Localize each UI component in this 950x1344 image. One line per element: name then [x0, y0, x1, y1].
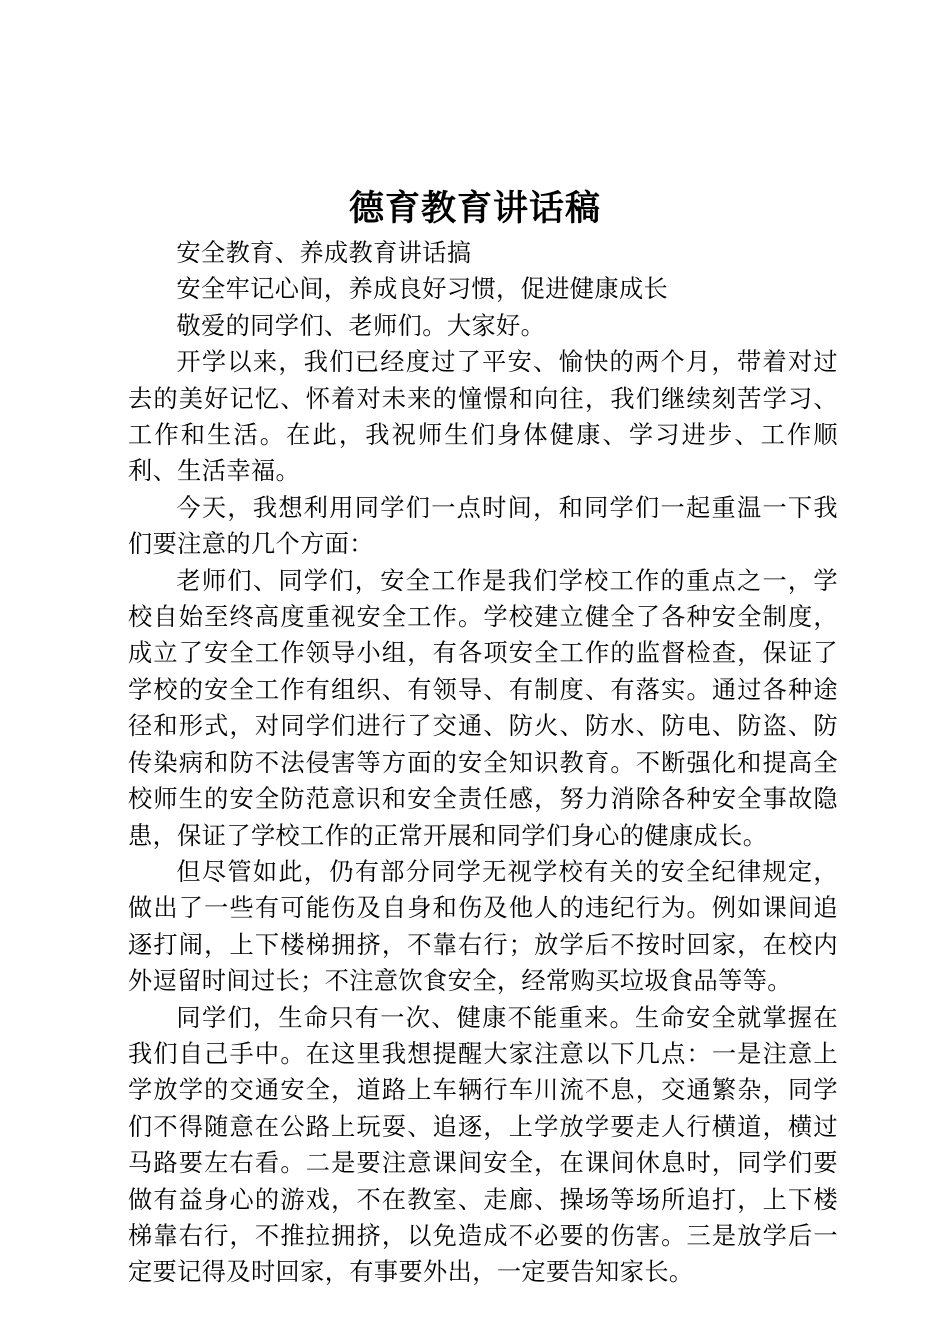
greeting-paragraph: 敬爱的同学们、老师们。大家好。: [176, 311, 546, 340]
body-paragraph: 老师们、同学们，安全工作是我们学校工作的重点之一，学校自始至终高度重视安全工作。学校建立健全了各种安全制度，成立了安全工作领导小组，有各项安全工作的监督检查，保证了学校的安全工作有组织、有领导、有制度、有落实。通过各种途径和形式，对同学们进行了交通、防火、防水、防电、防盗、防传染病和防不法侵害等方面的安全知识教育。不断强化和提高全校师生的安全防范意识和安全责任感，努力消除各种安全事故隐患，保证了学校工作的正常开展和同学们身心的健康成长。: [128, 566, 838, 850]
document-body: [128, 235, 838, 1291]
subtitle-paragraph: 安全教育、养成教育讲话搞: [176, 239, 472, 267]
body-paragraph: 今天，我想利用同学们一点时间，和同学们一起重温一下我们要注意的几个方面：: [128, 493, 838, 559]
body-paragraph: 但尽管如此，仍有部分同学无视学校有关的安全纪律规定，做出了一些有可能伤及自身和伤及他人的违纪行为。例如课间追逐打闹，上下楼梯拥挤，不靠右行；放学后不按时回家，在校内外逗留时间过长；不注意饮食安全，经常购买垃圾食品等等。: [128, 857, 838, 996]
slogan-paragraph: 安全牢记心间，养成良好习惯，促进健康成长: [176, 275, 669, 304]
body-paragraph: 同学们，生命只有一次、健康不能重来。生命安全就掌握在我们自己手中。在这里我想提醒大家注意以下几点：一是注意上学放学的交通安全，道路上车辆行车川流不息，交通繁杂，同学们不得随意在公路上玩耍、追逐，上学放学要走人行横道，横过马路要左右看。二是要注意课间安全，在课间休息时，同学们要做有益身心的游戏，不在教室、走廊、操场等场所追打，上下楼梯靠右行，不推拉拥挤，以免造成不必要的伤害。三是放学后一定要记得及时回家，有事要外出，一定要告知家长。: [128, 1003, 838, 1287]
body-paragraph: 开学以来，我们已经度过了平安、愉快的两个月，带着对过去的美好记忆、怀着对未来的憧憬和向往，我们继续刻苦学习、工作和生活。在此，我祝师生们身体健康、学习进步、工作顺利、生活幸福。: [128, 348, 838, 486]
document-title: 德育教育讲话稿: [348, 188, 601, 229]
